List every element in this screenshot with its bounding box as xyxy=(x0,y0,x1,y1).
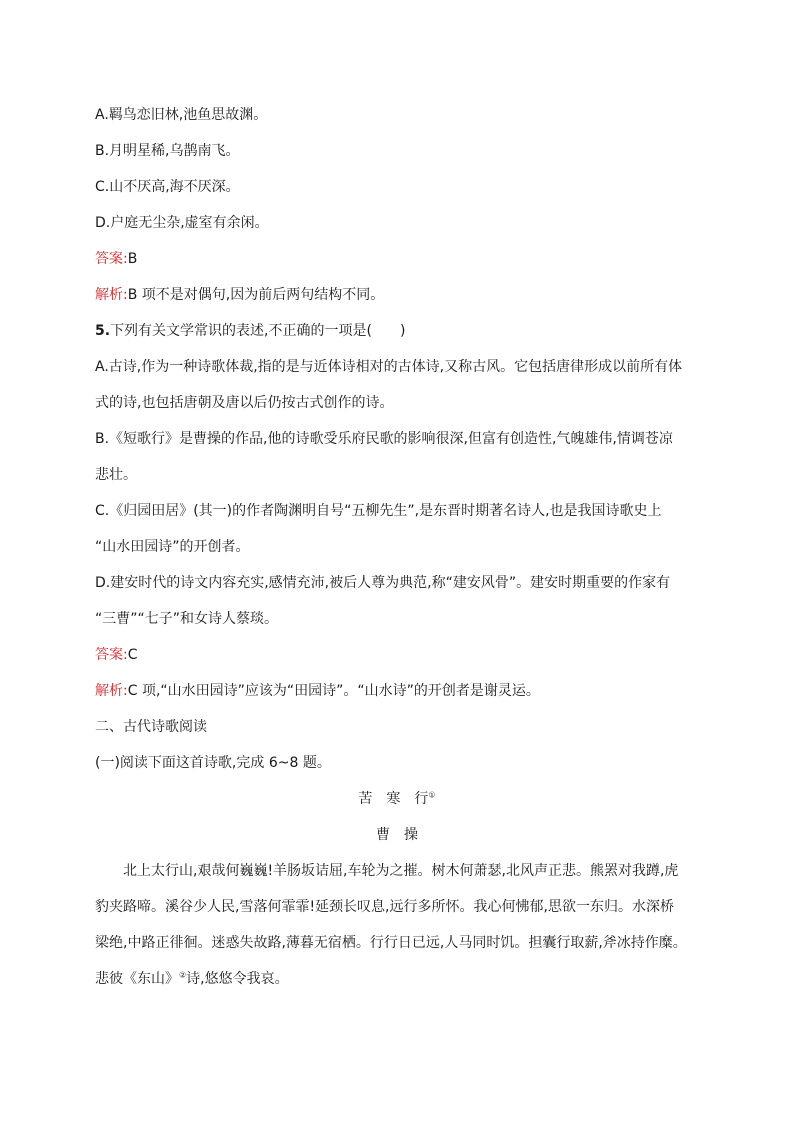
answer-value: C xyxy=(127,647,138,663)
analysis-q5 xyxy=(95,681,705,701)
poem-title-text: 苦 寒 行 xyxy=(358,791,429,807)
poem-footnote-mark-2: ② xyxy=(179,970,187,980)
answer-value: B xyxy=(127,251,138,267)
option-a-q5-line2: 式的诗,也包括唐朝及唐以后仍按古式创作的诗。 xyxy=(95,395,394,411)
analysis-q4 xyxy=(95,285,705,305)
option-d-q4: D.户庭无尘杂,虚室有余闲。 xyxy=(95,215,269,231)
option-b-q5-line1: B.《短歌行》是曹操的作品,他的诗歌受乐府民歌的影响很深,但富有创造性,气魄雄伟,情调苍凉 xyxy=(95,431,673,447)
option-a-q5-line1: A.古诗,作为一种诗歌体裁,指的是与近体诗相对的古体诗,又称古风。它包括唐律形成以前所有体 xyxy=(95,359,683,375)
option-d-q5-line2: “三曹”“七子”和女诗人蔡琰。 xyxy=(95,611,279,627)
poem-line-1: 北上太行山,艰哉何巍巍!羊肠坂诘屈,车轮为之摧。树木何萧瑟,北风声正悲。熊罴对我蹲,虎 xyxy=(123,863,679,879)
option-c-q5-line2: “山水田园诗”的开创者。 xyxy=(95,539,250,555)
poem-line-2: 豹夹路啼。溪谷少人民,雪落何霏霏!延颈长叹息,远行多所怀。我心何怫郁,思欲一东归。水深桥 xyxy=(95,899,674,915)
question-number: 5. xyxy=(95,323,111,339)
analysis-text: C 项,“山水田园诗”应该为“田园诗”。“山水诗”的开创者是谢灵运。 xyxy=(127,683,540,699)
poem-line-4-part2: 诗,悠悠令我哀。 xyxy=(186,971,289,987)
answer-label: 答案: xyxy=(95,647,128,663)
poem-author: 曹 操 xyxy=(376,827,418,843)
poem-line-3: 梁绝,中路正徘徊。迷惑失故路,薄暮无宿栖。行行日已远,人马同时饥。担囊行取薪,斧冰持作糜。 xyxy=(95,935,687,951)
question-5 xyxy=(95,321,705,341)
option-b-q5-line2: 悲壮。 xyxy=(95,467,137,483)
option-c-q4: C.山不厌高,海不厌深。 xyxy=(95,179,240,195)
answer-q5 xyxy=(95,645,705,665)
analysis-label: 解析: xyxy=(95,683,128,699)
poem-line-4-part1: 悲彼《东山》 xyxy=(95,971,179,987)
option-b-q4: B.月明星稀,乌鹊南飞。 xyxy=(95,143,240,159)
analysis-label: 解析: xyxy=(95,287,128,303)
poem-line-4 xyxy=(95,969,705,989)
poem-title-footnote-mark: ① xyxy=(428,790,436,800)
option-a-q4: A.羁鸟恋旧林,池鱼思故渊。 xyxy=(95,107,268,123)
question-text: 下列有关文学常识的表述,不正确的一项是( ) xyxy=(110,323,406,339)
option-d-q5-line1: D.建安时代的诗文内容充实,感情充沛,被后人尊为典范,称“建安风骨”。建安时期重要的作家有 xyxy=(95,575,671,591)
analysis-text: B 项不是对偶句,因为前后两句结构不同。 xyxy=(127,287,385,303)
answer-q4 xyxy=(95,249,705,269)
option-c-q5-line1: C.《归园田居》(其一)的作者陶渊明自号“五柳先生”,是东晋时期著名诗人,也是我国诗歌史上 xyxy=(95,503,662,519)
section-instruction: (一)阅读下面这首诗歌,完成 6~8 题。 xyxy=(95,755,331,771)
answer-label: 答案: xyxy=(95,251,128,267)
section-heading: 二、古代诗歌阅读 xyxy=(95,719,207,735)
poem-title xyxy=(0,789,794,809)
